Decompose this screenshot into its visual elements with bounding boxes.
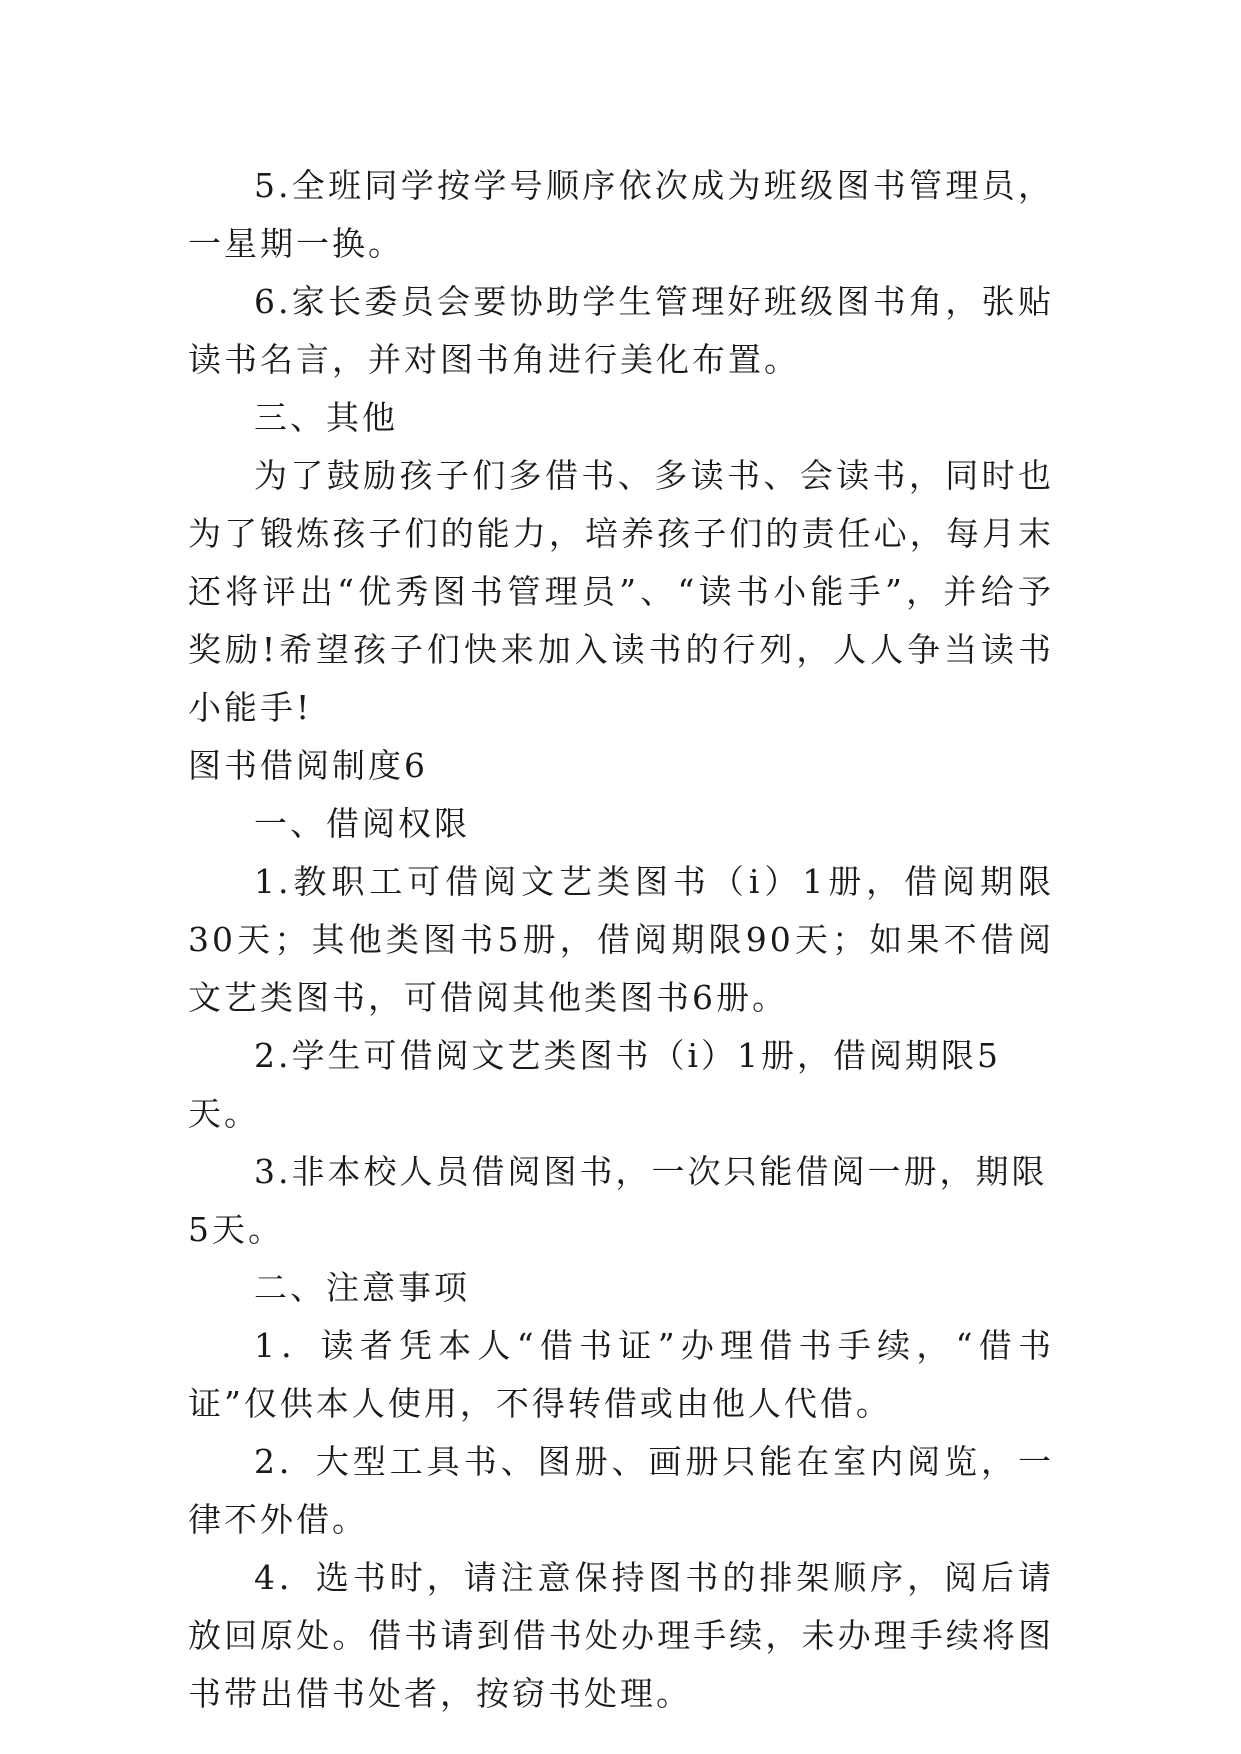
paragraph-student-borrowing: 2.学生可借阅文艺类图书（i）1册，借阅期限5天。 bbox=[188, 1036, 1002, 1133]
document-title: 图书借阅制度6 bbox=[188, 746, 428, 785]
section-heading-notes: 二、注意事项 bbox=[254, 1268, 470, 1307]
paragraph-note-shelving: 4．选书时，请注意保持图书的排架顺序，阅后请放回原处。借书请到借书处办理手续，未办理手续将图书带出借书处者，按窃书处理。 bbox=[188, 1558, 1054, 1713]
paragraph-encouragement: 为了鼓励孩子们多借书、多读书、会读书，同时也为了锻炼孩子们的能力，培养孩子们的责任心，每月末还将评出“优秀图书管理员”、“读书小能手”，并给予奖励!希望孩子们快来加入读书的行列，人人争当读书小能手! bbox=[188, 456, 1054, 727]
paragraph-staff-borrowing: 1.教职工可借阅文艺类图书（i）1册，借阅期限30天；其他类图书5册，借阅期限90天；如果不借阅文艺类图书，可借阅其他类图书6册。 bbox=[188, 862, 1054, 1017]
document-body bbox=[188, 157, 1054, 1723]
section-heading-other: 三、其他 bbox=[254, 398, 398, 437]
paragraph-visitor-borrowing: 3.非本校人员借阅图书，一次只能借阅一册，期限5天。 bbox=[188, 1152, 1048, 1249]
paragraph-note-card: 1．读者凭本人“借书证”办理借书手续，“借书证”仅供本人使用，不得转借或由他人代借。 bbox=[188, 1326, 1054, 1423]
paragraph-item-5: 5.全班同学按学号顺序依次成为班级图书管理员，一星期一换。 bbox=[188, 166, 1054, 263]
section-heading-permissions: 一、借阅权限 bbox=[254, 804, 470, 843]
paragraph-note-reference-books: 2．大型工具书、图册、画册只能在室内阅览，一律不外借。 bbox=[188, 1442, 1054, 1539]
paragraph-item-6: 6.家长委员会要协助学生管理好班级图书角，张贴读书名言，并对图书角进行美化布置。 bbox=[188, 282, 1054, 379]
